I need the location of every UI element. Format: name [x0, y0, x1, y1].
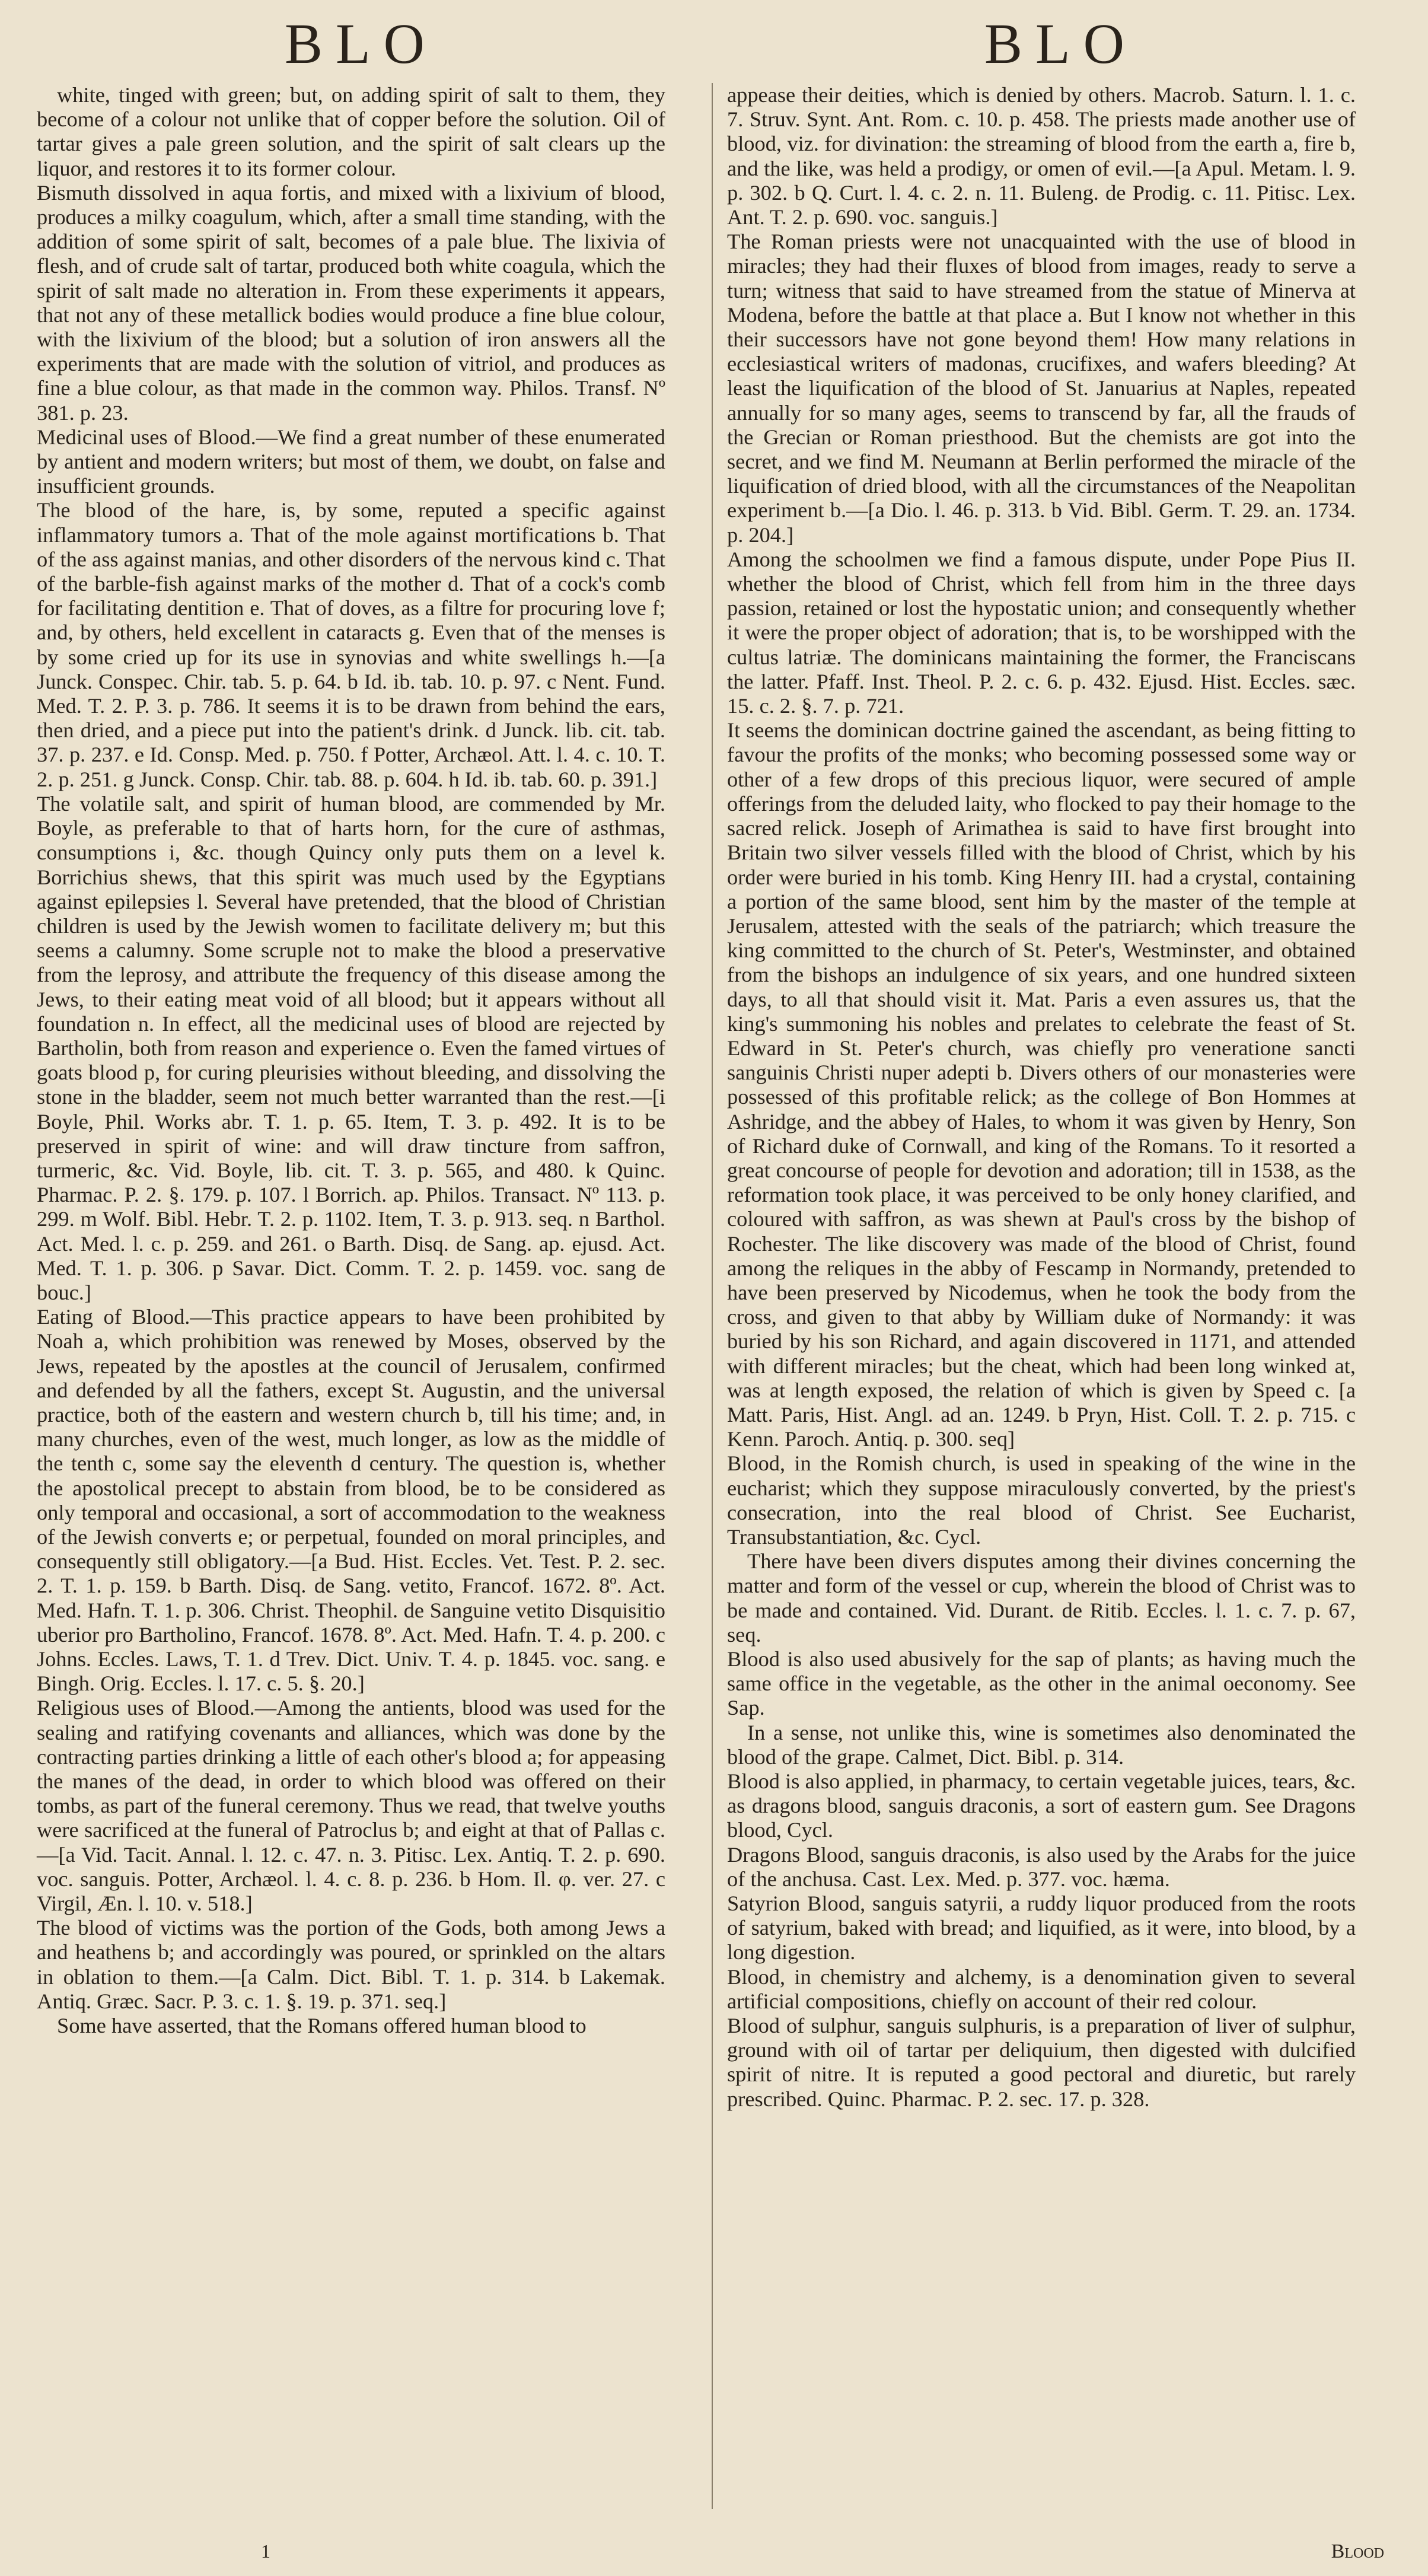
paragraph: Blood is also used abusively for the sap of plants; as having much the same office in the vegetable, as the other in the animal oeconomy. See Sap.	[727, 1647, 1356, 1720]
right-column	[727, 83, 1356, 2112]
paragraph: Some have asserted, that the Romans offered human blood to	[57, 2014, 586, 2038]
running-head-left: BLO	[285, 12, 438, 75]
paragraph: Blood, in chemistry and alchemy, is a denomination given to several artificial compositions, chiefly on account of their red colour.	[727, 1964, 1356, 2013]
running-head-right: BLO	[984, 12, 1137, 75]
paragraph: The blood of the hare, is, by some, reputed a specific against inflammatory tumors a. That of the mole against mortifications b. That of the ass against manias, and other disorders of the nervous kind c. That of the barble-fish against marks of the mother d. That of a cock's comb for facilitating dentition e. That of doves, as a filtre for procuring love f; and, by others, held excellent in cataracts g. Even that of the menses is by some cried up for its use in synovias and white swellings h.—[a Junck. Conspec. Chir. tab. 5. p. 64. b Id. ib. tab. 10. p. 97. c Nent. Fund. Med. T. 2. P. 3. p. 786. It seems it is to be drawn from behind the ears, then dried, and a piece put into the patient's drink. d Junck. lib. cit. tab. 37. p. 237. e Id. Consp. Med. p. 750. f Potter, Archæol. Att. l. 4. c. 10. T. 2. p. 251. g Junck. Consp. Chir. tab. 88. p. 604. h Id. ib. tab. 60. p. 391.]	[37, 498, 665, 791]
paragraph: appease their deities, which is denied by others. Macrob. Saturn. l. 1. c. 7. Struv. Synt. Ant. Rom. c. 10. p. 458. The priests made another use of blood, viz. for divination: the streaming of blood from the earth a, fire b, and the like, was held a prodigy, or omen of evil.—[a Apul. Metam. l. 9. p. 302. b Q. Curt. l. 4. c. 2. n. 11. Buleng. de Prodig. c. 11. Pitisc. Lex. Ant. T. 2. p. 690. voc. sanguis.]	[727, 83, 1356, 230]
paragraph: Medicinal uses of Blood.—We find a great number of these enumerated by antient and modern writers; but most of them, we doubt, on false and insufficient grounds.	[37, 425, 665, 498]
paragraph: The blood of victims was the portion of the Gods, both among Jews a and heathens b; and accordingly was poured, or sprinkled on the altars in oblation to them.—[a Calm. Dict. Bibl. T. 1. p. 314. b Lakemak. Antiq. Græc. Sacr. P. 3. c. 1. §. 19. p. 371. seq.]	[37, 1916, 665, 2013]
paragraph: Satyrion Blood, sanguis satyrii, a ruddy liquor produced from the roots of satyrium, baked with bread; and liquified, as it were, into blood, by a long digestion.	[727, 1892, 1356, 1964]
paragraph: Blood is also applied, in pharmacy, to certain vegetable juices, tears, &c. as dragons blood, sanguis draconis, a sort of eastern gum. See Dragons blood, Cycl.	[727, 1769, 1356, 1842]
paragraph: Dragons Blood, sanguis draconis, is also used by the Arabs for the juice of the anchusa. Cast. Lex. Med. p. 377. voc. hæma.	[727, 1842, 1356, 1891]
paragraph: Blood of sulphur, sanguis sulphuris, is a preparation of liver of sulphur, ground with oil of tartar per deliquium, then digested with dulcified spirit of nitre. It is reputed a good pectoral and diuretic, but rarely prescribed. Quinc. Pharmac. P. 2. sec. 17. p. 328.	[727, 2014, 1356, 2111]
paragraph: The volatile salt, and spirit of human blood, are commended by Mr. Boyle, as preferable to that of harts horn, for the cure of asthmas, consumptions i, &c. though Quincy only puts them on a level k. Borrichius shews, that this spirit was much used by the Egyptians against epilepsies l. Several have pretended, that the blood of Christian children is used by the Jewish women to facilitate delivery m; but this seems a calumny. Some scruple not to make the blood a preservative from the leprosy, and attribute the frequency of this disease among the Jews, to their eating meat void of all blood; but it appears without all foundation n. In effect, all the medicinal uses of blood are rejected by Bartholin, both from reason and experience o. Even the famed virtues of goats blood p, for curing pleurisies without bleeding, and dissolving the stone in the bladder, seem not much better warranted than the rest.—[i Boyle, Phil. Works abr. T. 1. p. 65. Item, T. 3. p. 492. It is to be preserved in spirit of wine: and will draw tincture from saffron, turmeric, &c. Vid. Boyle, lib. cit. T. 3. p. 565, and 480. k Quinc. Pharmac. P. 2. §. 179. p. 107. l Borrich. ap. Philos. Transact. Nº 113. p. 299. m Wolf. Bibl. Hebr. T. 2. p. 1102. Item, T. 3. p. 913. seq. n Barthol. Act. Med. l. c. p. 259. and 261. o Barth. Disq. de Sang. ap. ejusd. Act. Med. T. 1. p. 306. p Savar. Dict. Comm. T. 2. p. 1459. voc. sang de bouc.]	[37, 791, 665, 1304]
paragraph: Religious uses of Blood.—Among the antients, blood was used for the sealing and ratifying covenants and alliances, which was done by the contracting parties drinking a little of each other's blood a; for appeasing the manes of the dead, in order to which blood was offered on their tombs, as part of the funeral ceremony. Thus we read, that twelve youths were sacrificed at the funeral of Patroclus b; and eight at that of Pallas c.—[a Vid. Tacit. Annal. l. 12. c. 47. n. 3. Pitisc. Lex. Antiq. T. 2. p. 690. voc. sanguis. Potter, Archæol. l. 4. c. 8. p. 236. b Hom. Il. φ. ver. 27. c Virgil, Æn. l. 10. v. 518.]	[37, 1696, 665, 1916]
catchword: Blood	[1331, 2540, 1384, 2562]
paragraph: Among the schoolmen we find a famous dispute, under Pope Pius II. whether the blood of Christ, which fell from him in the three days passion, retained or lost the hypostatic union; and consequently whether it were the proper object of adoration; that is, to be worshipped with the cultus latriæ. The dominicans maintaining the former, the Franciscans the latter. Pfaff. Inst. Theol. P. 2. c. 6. p. 432. Ejusd. Hist. Eccles. sæc. 15. c. 2. §. 7. p. 721.	[727, 547, 1356, 718]
paragraph: Eating of Blood.—This practice appears to have been prohibited by Noah a, which prohibition was renewed by Moses, observed by the Jews, repeated by the apostles at the council of Jerusalem, confirmed and defended by all the fathers, except St. Augustin, and the universal practice, both of the eastern and western church b, till his time; and, in many churches, even of the west, much longer, as low as the middle of the tenth c, some say the eleventh d century. The question is, whether the apostolical precept to abstain from blood, be to be considered as only temporal and occasional, a sort of accommodation to the weakness of the Jewish converts e; or perpetual, founded on moral principles, and consequently still obligatory.—[a Bud. Hist. Eccles. Vet. Test. P. 2. sec. 2. T. 1. p. 159. b Barth. Disq. de Sang. vetito, Francof. 1672. 8º. Act. Med. Hafn. T. 1. p. 306. Christ. Theophil. de Sanguine vetito Disquisitio uberior pro Bartholino, Francof. 1678. 8º. Act. Med. Hafn. T. 4. p. 200. c Johns. Eccles. Laws, T. 1. d Trev. Dict. Univ. T. 4. p. 1845. voc. sang. e Bingh. Orig. Eccles. l. 17. c. 5. §. 20.]	[37, 1305, 665, 1696]
column-divider	[712, 83, 713, 2509]
paragraph: There have been divers disputes among their divines concerning the matter and form of the vessel or cup, wherein the blood of Christ was to be made and contained. Vid. Durant. de Ritib. Eccles. l. 1. c. 7. p. 67, seq.	[727, 1549, 1356, 1647]
paragraph: It seems the dominican doctrine gained the ascendant, as being fitting to favour the profits of the monks; who becoming possessed some way or other of a few drops of this precious liquor, were secured of ample offerings from the deluded laity, who flocked to pay their homage to the sacred relick. Joseph of Arimathea is said to have first brought into Britain two silver vessels filled with the blood of Christ, which by his order were buried in his tomb. King Henry III. had a crystal, containing a portion of the same blood, sent him by the master of the temple at Jerusalem, attested with the seals of the patriarch; which treasure the king committed to the church of St. Peter's, Westminster, and obtained from the bishops an indulgence of six years, and one hundred sixteen days, to all that should visit it. Mat. Paris a even assures us, that the king's summoning his nobles and prelates to celebrate the feast of St. Edward in St. Peter's church, was chiefly pro veneratione sancti sanguinis Christi nuper adepti b. Divers others of our monasteries were possessed of this profitable relick; as the college of Bon Hommes at Ashridge, and the abbey of Hales, to whom it was given by Henry, Son of Richard duke of Cornwall, and king of the Romans. To it resorted a great concourse of people for devotion and adoration; till in 1538, as the reformation took place, it was perceived to be only honey clarified, and coloured with saffron, as was shewn at Paul's cross by the bishop of Rochester. The like discovery was made of the blood of Christ, found among the reliques in the abby of Fescamp in Normandy, pretended to have been preserved by Nicodemus, when he took the body from the cross, and given to that abby by William duke of Normandy: it was buried by his son Richard, and again discovered in 1171, and attended with different miracles; but the cheat, which had been long winked at, was at length exposed, the relation of which is given by Speed c. [a Matt. Paris, Hist. Angl. ad an. 1249. b Pryn, Hist. Coll. T. 2. p. 715. c Kenn. Paroch. Antiq. p. 300. seq]	[727, 718, 1356, 1451]
paragraph: Blood, in the Romish church, is used in speaking of the wine in the eucharist; which they suppose miraculously converted, by the priest's consecration, into the real blood of Christ. See Eucharist, Transubstantiation, &c. Cycl.	[727, 1451, 1356, 1549]
paragraph: white, tinged with green; but, on adding spirit of salt to them, they become of a colour not unlike that of copper before the solution. Oil of tartar gives a pale green solution, and the spirit of salt clears up the liquor, and restores it to its former colour.	[37, 83, 665, 180]
left-column	[37, 83, 665, 2038]
paragraph: The Roman priests were not unacquainted with the use of blood in miracles; they had their fluxes of blood from images, ready to serve a turn; witness that said to have streamed from the statue of Minerva at Modena, before the battle at that place a. But I know not whether in this their successors have not gone beyond them! How many relations in ecclesiastical writers of madonas, crucifixes, and wafers bleeding? At least the liquification of the blood of St. Januarius at Naples, repeated annually for so many ages, seems to transcend by far, all the frauds of the Grecian or Roman priesthood. But the chemists are got into the secret, and we find M. Neumann at Berlin performed the miracle of the liquification of dried blood, with all the circumstances of the Neapolitan experiment b.—[a Dio. l. 46. p. 313. b Vid. Bibl. Germ. T. 29. an. 1734. p. 204.]	[727, 230, 1356, 547]
paragraph: In a sense, not unlike this, wine is sometimes also denominated the blood of the grape. Calmet, Dict. Bibl. p. 314.	[727, 1720, 1356, 1769]
paragraph: Bismuth dissolved in aqua fortis, and mixed with a lixivium of blood, produces a milky coagulum, which, after a small time standing, with the addition of some spirit of salt, becomes of a pale blue. The lixivia of flesh, and of crude salt of tartar, produced both white coagula, which the spirit of salt made no alteration in. From these experiments it appears, that not any of these metallick bodies would produce a fine blue colour, with the lixivium of the blood; but a solution of iron answers all the experiments that are made with the solution of vitriol, and produces as fine a blue colour, as that made in the common way. Philos. Transf. Nº 381. p. 23.	[37, 180, 665, 425]
signature-mark: 1	[261, 2540, 270, 2562]
